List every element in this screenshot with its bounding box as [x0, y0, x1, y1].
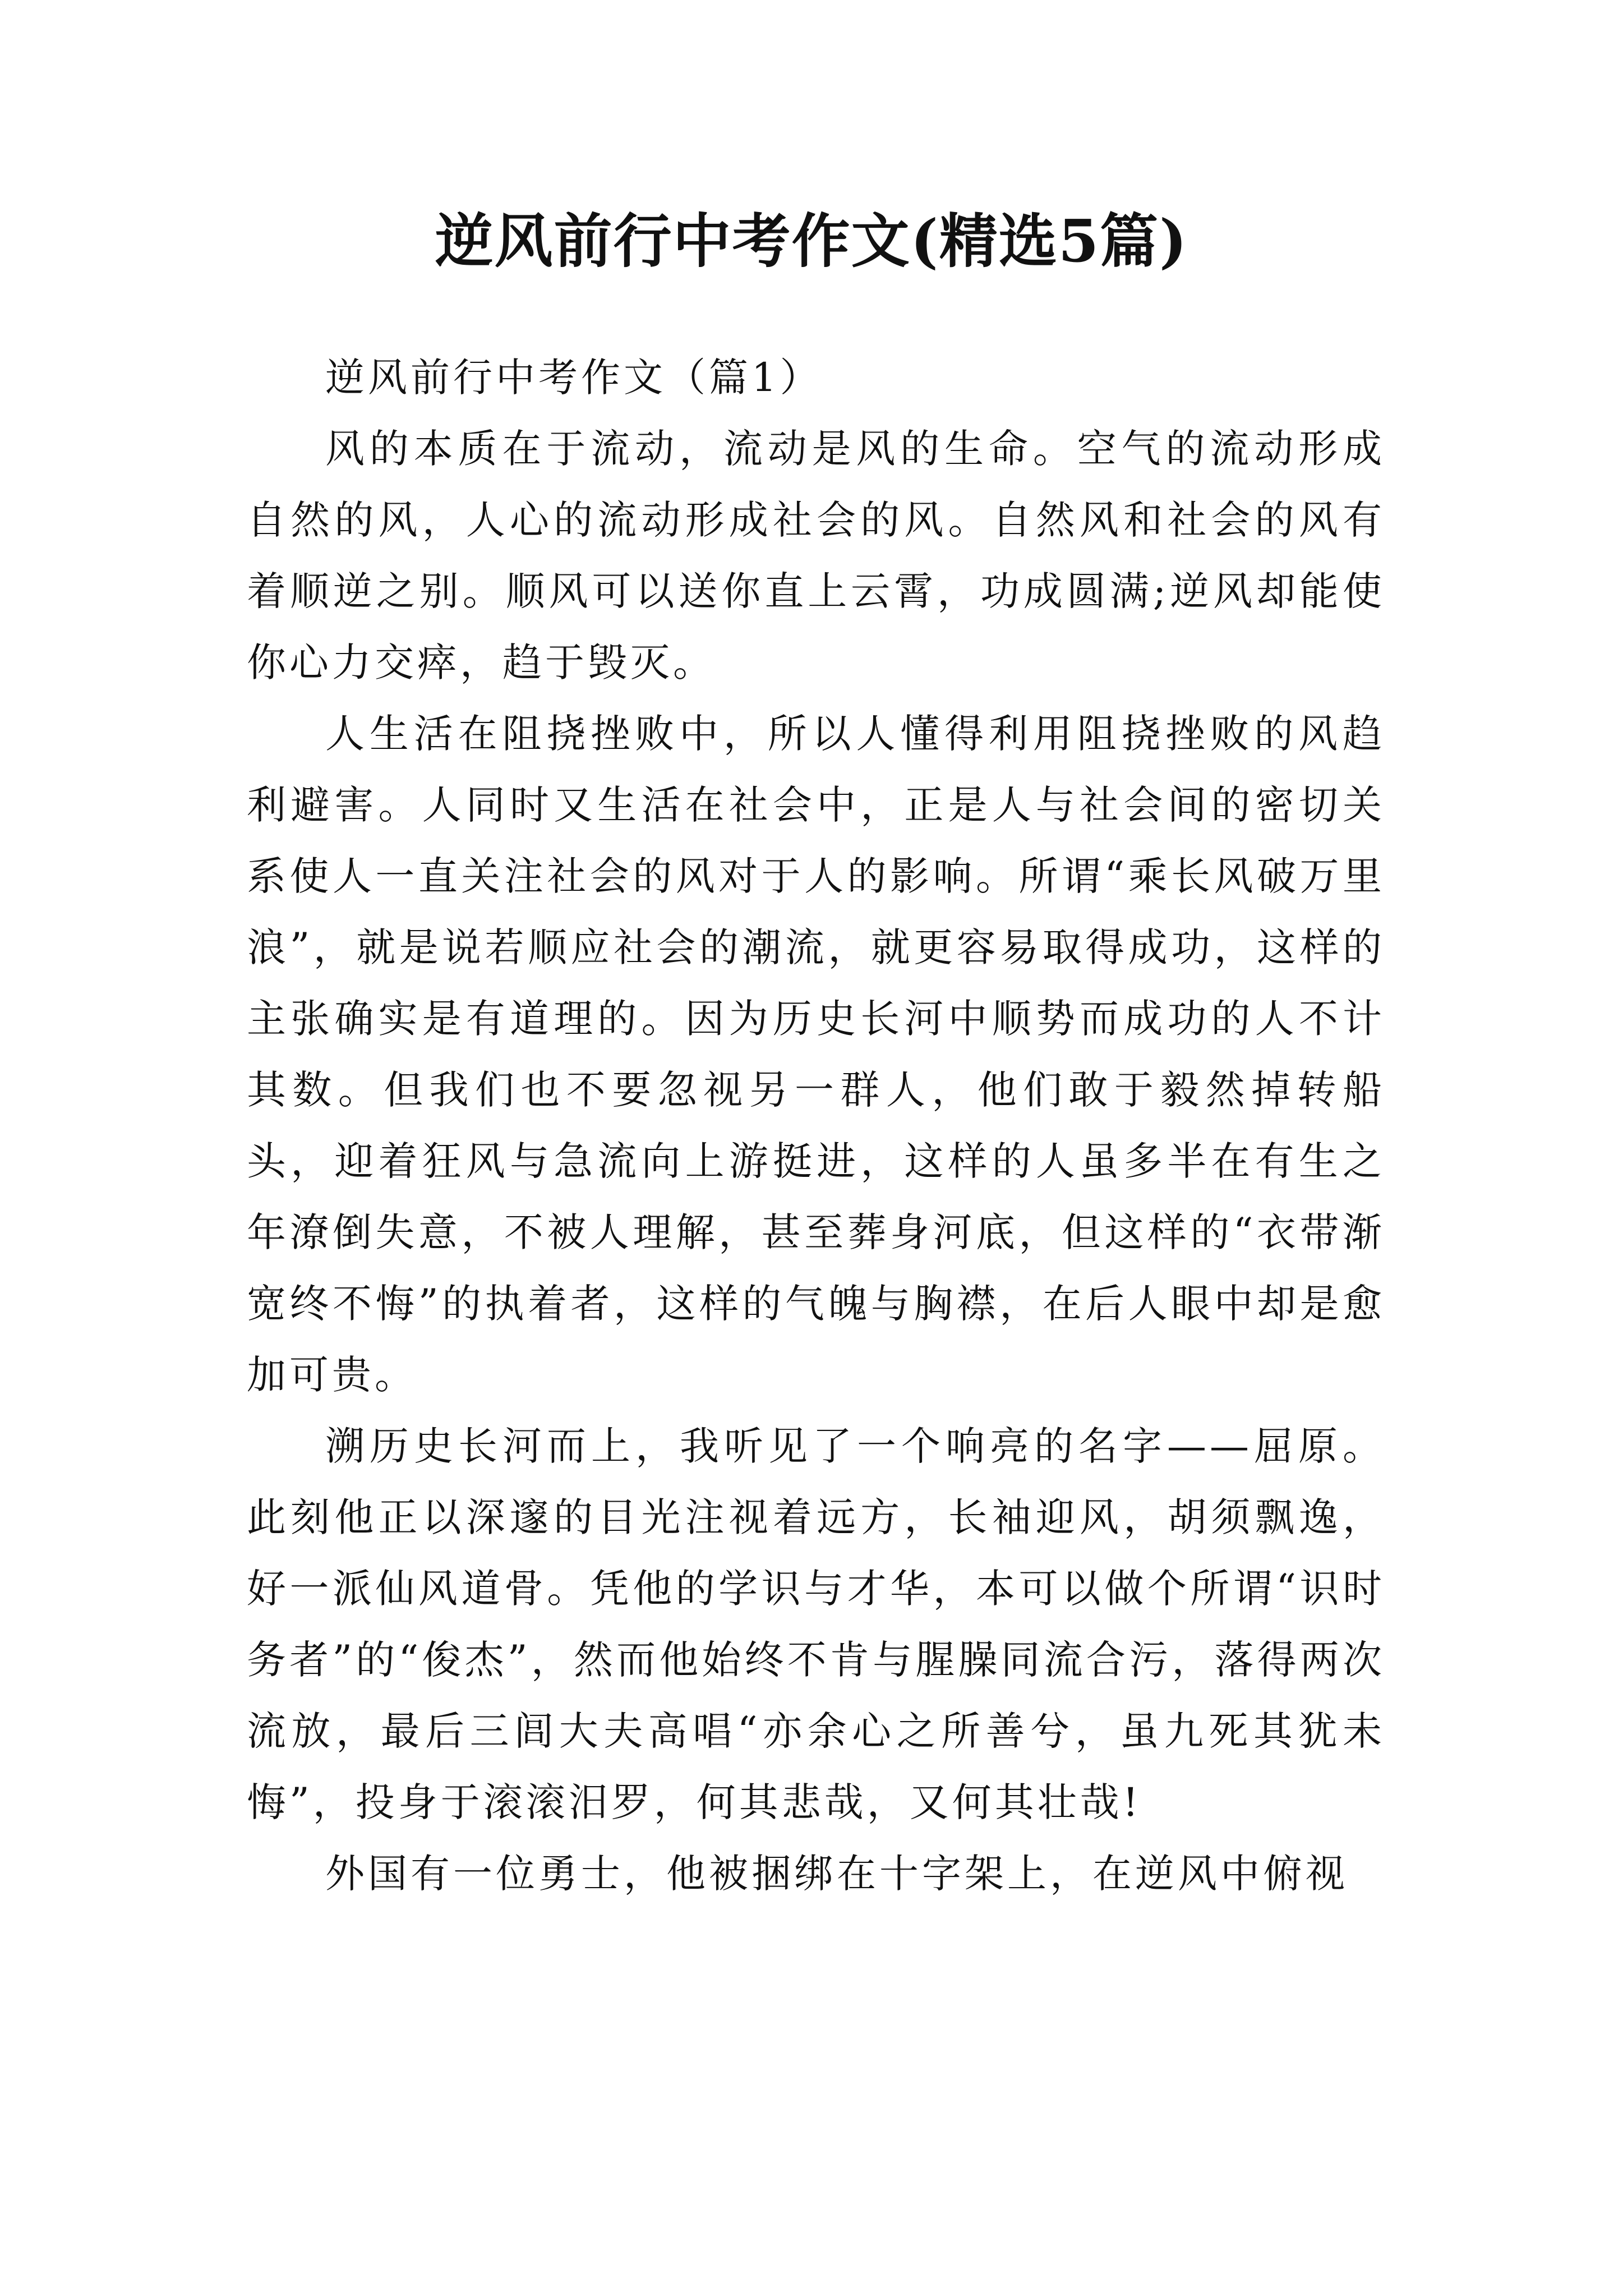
paragraph-4: 外国有一位勇士，他被捆绑在十字架上，在逆风中俯视 — [325, 1851, 1348, 1897]
section-heading: 逆风前行中考作文（篇1） — [325, 355, 823, 401]
paragraph-1: 风的本质在于流动，流动是风的生命。空气的流动形成自然的风，人心的流动形成社会的风。自然风和社会的风有着顺逆之别。顺风可以送你直上云霄，功成圆满;逆风却能使你心力交瘁，趋于毁灭。 — [247, 426, 1385, 685]
paragraph-3: 溯历史长河而上，我听见了一个响亮的名字——屈原。此刻他正以深邃的目光注视着远方，长袖迎风，胡须飘逸，好一派仙风道骨。凭他的学识与才华，本可以做个所谓“识时务者”的“俊杰”，然而他始终不肯与腥臊同流合污，落得两次流放，最后三闾大夫高唱“亦余心之所善兮，虽九死其犹未悔”，投身于滚滚汨罗，何其悲哉，又何其壮哉! — [247, 1423, 1385, 1825]
paragraph-2: 人生活在阻挠挫败中，所以人懂得利用阻挠挫败的风趋利避害。人同时又生活在社会中，正是人与社会间的密切关系使人一直关注社会的风对于人的影响。所谓“乘长风破万里浪”，就是说若顺应社会的潮流，就更容易取得成功，这样的主张确实是有道理的。因为历史长河中顺势而成功的人不计其数。但我们也不要忽视另一群人，他们敢于毅然掉转船头，迎着狂风与急流向上游挺进，这样的人虽多半在有生之年潦倒失意，不被人理解，甚至葬身河底，但这样的“衣带渐宽终不悔”的执着者，这样的气魄与胸襟，在后人眼中却是愈加可贵。 — [247, 711, 1385, 1398]
document-title: 逆风前行中考作文(精选5篇) — [435, 206, 1188, 275]
article-body — [247, 342, 1385, 1910]
